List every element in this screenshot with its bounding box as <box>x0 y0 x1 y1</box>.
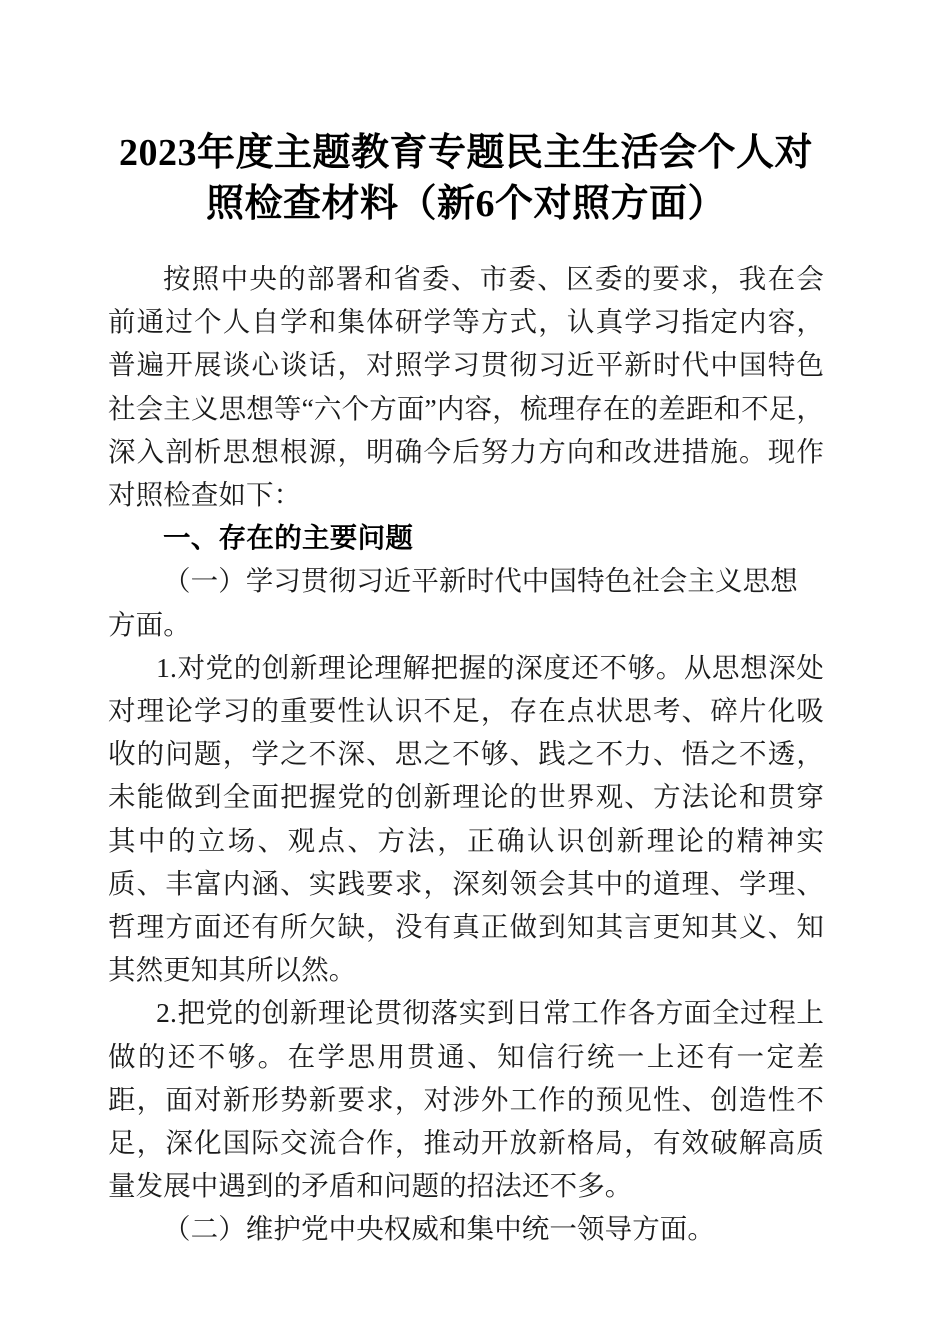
subsection-heading-one-b: （二）维护党中央权威和集中统一领导方面。 <box>163 1213 715 1245</box>
document-body <box>108 0 824 1251</box>
list-item-1: 1.对党的创新理论理解把握的深度还不够。从思想深处对理论学习的重要性认识不足，存在点状思考、碎片化吸收的问题，学之不深、思之不够、践之不力、悟之不透，未能做到全面把握党的创新理论的世界观、方法论和贯穿其中的立场、观点、方法，正确认识创新理论的精神实质、丰富内涵、实践要求，深刻领会其中的道理、学理、哲理方面还有所欠缺，没有真正做到知其言更知其义、知其然更知其所以然。 <box>108 651 824 986</box>
subsection-heading-one-a: （一）学习贯彻习近平新时代中国特色社会主义思想方面。 <box>108 565 798 640</box>
page-title: 2023年度主题教育专题民主生活会个人对照检查材料（新6个对照方面） <box>118 132 813 225</box>
list-item-2: 2.把党的创新理论贯彻落实到日常工作各方面全过程上做的还不够。在学思用贯通、知信行统一上还有一定差距，面对新形势新要求，对涉外工作的预见性、创造性不足，深化国际交流合作，推动开放新格局，有效破解高质量发展中遇到的矛盾和问题的招法还不多。 <box>108 997 824 1202</box>
section-heading-one: 一、存在的主要问题 <box>163 522 414 554</box>
preamble-paragraph: 按照中央的部署和省委、市委、区委的要求，我在会前通过个人自学和集体研学等方式，认真学习指定内容，普遍开展谈心谈话，对照学习贯彻习近平新时代中国特色社会主义思想等“六个方面”内容，梳理存在的差距和不足，深入剖析思想根源，明确今后努力方向和改进措施。现作对照检查如下： <box>108 263 824 511</box>
